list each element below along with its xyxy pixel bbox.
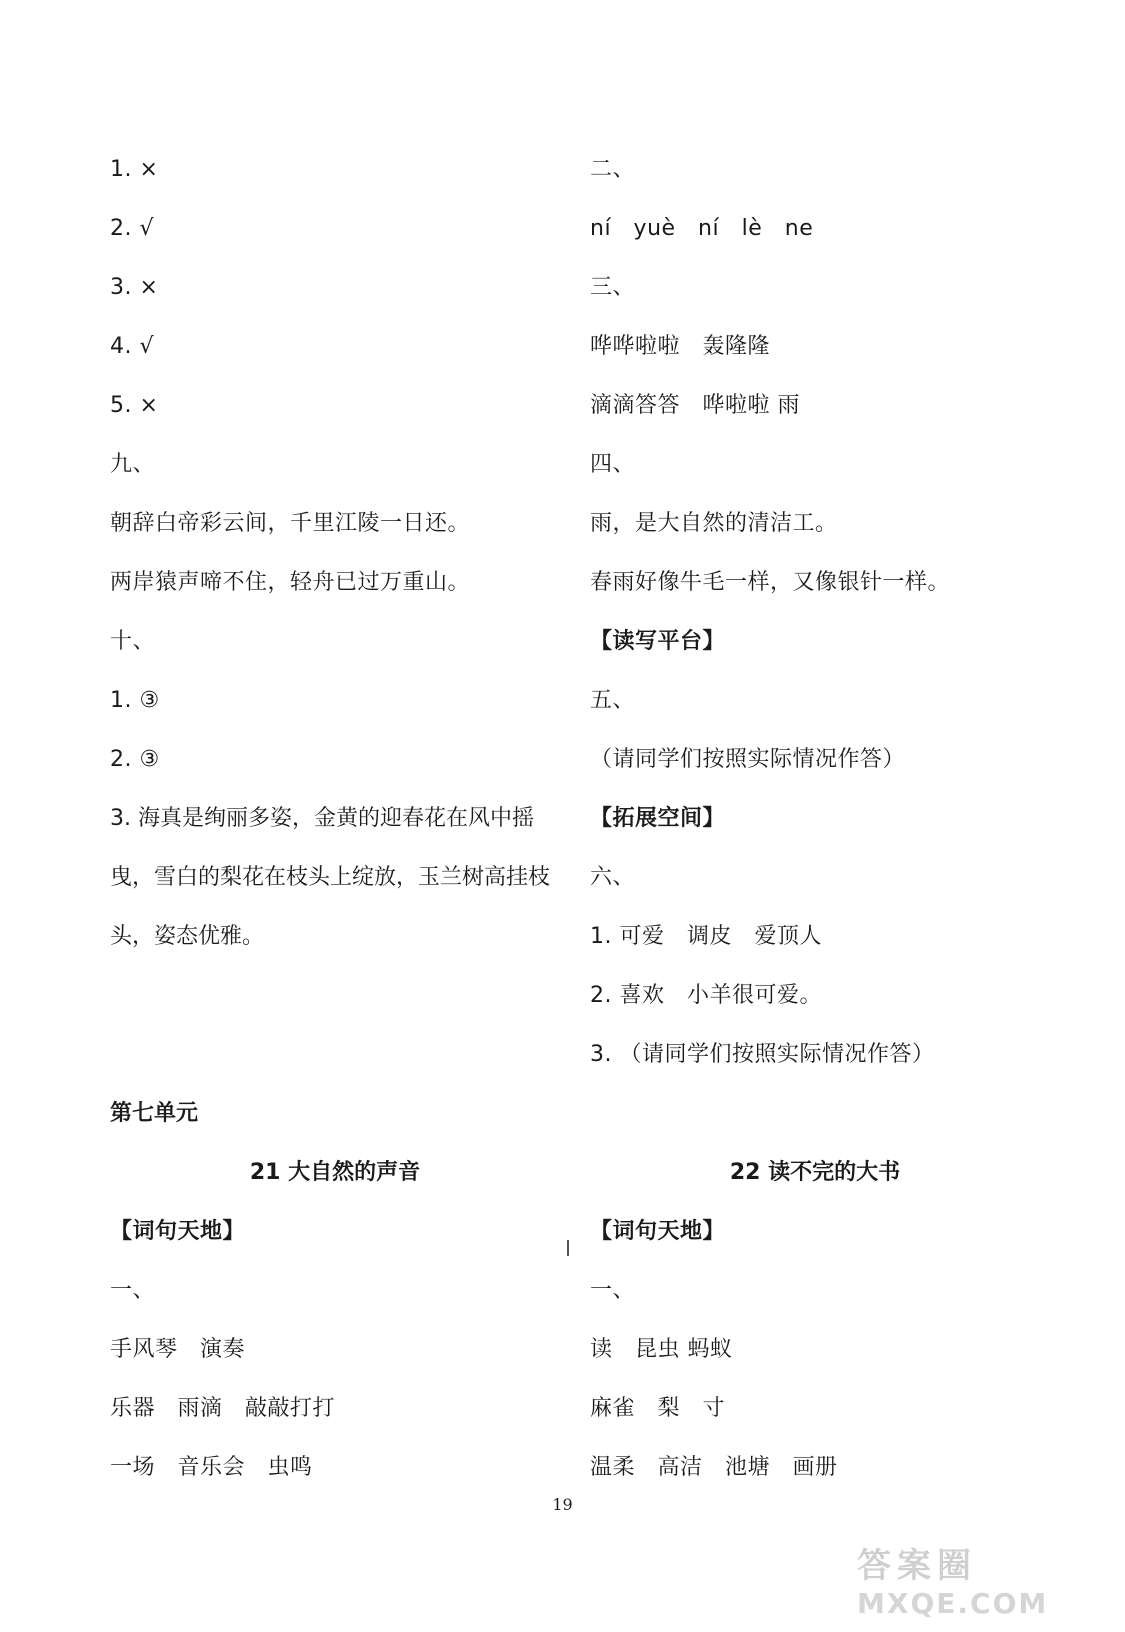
answer-line: 麻雀 梨 寸	[590, 1396, 726, 1421]
answer-line: 2. ③	[110, 747, 160, 772]
answer-line: 雨，是大自然的清洁工。	[590, 511, 838, 536]
right-column	[590, 140, 1090, 1084]
question-number: 十、	[110, 629, 156, 654]
watermark-url: MXQE.COM	[857, 1587, 1049, 1620]
answer-line: 乐器 雨滴 敲敲打打	[110, 1396, 336, 1421]
answer-line: 滴滴答答 哗啦啦 雨	[590, 393, 800, 418]
lesson-21-content	[110, 1202, 560, 1497]
question-number: 九、	[110, 452, 156, 477]
left-column	[110, 140, 560, 966]
question-number: 六、	[590, 865, 636, 890]
answer-line: 一场 音乐会 虫鸣	[110, 1455, 313, 1480]
answer-paragraph: 3. 海真是绚丽多姿，金黄的迎春花在风中摇曳，雪白的梨花在枝头上绽放，玉兰树高挂枝头，姿态优雅。	[110, 806, 551, 949]
watermark-logo	[857, 1538, 1107, 1628]
lesson-title-21: 21 大自然的声音	[249, 1160, 421, 1185]
lesson-22-content	[590, 1202, 1040, 1497]
answer-line: （请同学们按照实际情况作答）	[590, 747, 906, 772]
watermark-logo-text: 答案圈	[857, 1546, 977, 1586]
unit-title: 第七单元	[110, 1101, 199, 1126]
answer-line: 1. 可爱 调皮 爱顶人	[590, 924, 822, 949]
answer-line: 春雨好像牛毛一样，又像银针一样。	[590, 570, 951, 595]
question-number: 一、	[110, 1278, 156, 1303]
answer-line: 2. 喜欢 小羊很可爱。	[590, 983, 822, 1008]
poem-line: 两岸猿声啼不住，轻舟已过万重山。	[110, 570, 471, 595]
question-number: 三、	[590, 275, 636, 300]
answer-line: 读 昆虫 蚂蚁	[590, 1337, 733, 1362]
answer-line: 4. √	[110, 334, 155, 359]
answer-line: 3. ×	[110, 275, 159, 300]
column-divider	[567, 1240, 569, 1256]
page-number: 19	[552, 1495, 573, 1514]
answer-line: 5. ×	[110, 393, 159, 418]
answer-line: 3. （请同学们按照实际情况作答）	[590, 1042, 935, 1067]
answer-line: 手风琴 演奏	[110, 1337, 246, 1362]
section-heading: 【读写平台】	[590, 629, 726, 654]
answer-line: 1. ③	[110, 688, 160, 713]
question-number: 一、	[590, 1278, 636, 1303]
section-heading: 【词句天地】	[590, 1219, 726, 1244]
question-number: 四、	[590, 452, 636, 477]
section-heading: 【词句天地】	[110, 1219, 246, 1244]
question-number: 五、	[590, 688, 636, 713]
section-heading: 【拓展空间】	[590, 806, 726, 831]
question-number: 二、	[590, 157, 636, 182]
answer-line: 温柔 高洁 池塘 画册	[590, 1455, 838, 1480]
answer-line: 1. ×	[110, 157, 159, 182]
pinyin-line: ní yuè ní lè ne	[590, 216, 814, 241]
answer-line: 哗哗啦啦 轰隆隆	[590, 334, 771, 359]
poem-line: 朝辞白帝彩云间，千里江陵一日还。	[110, 511, 471, 536]
lesson-title-22: 22 读不完的大书	[729, 1160, 901, 1185]
answer-line: 2. √	[110, 216, 155, 241]
